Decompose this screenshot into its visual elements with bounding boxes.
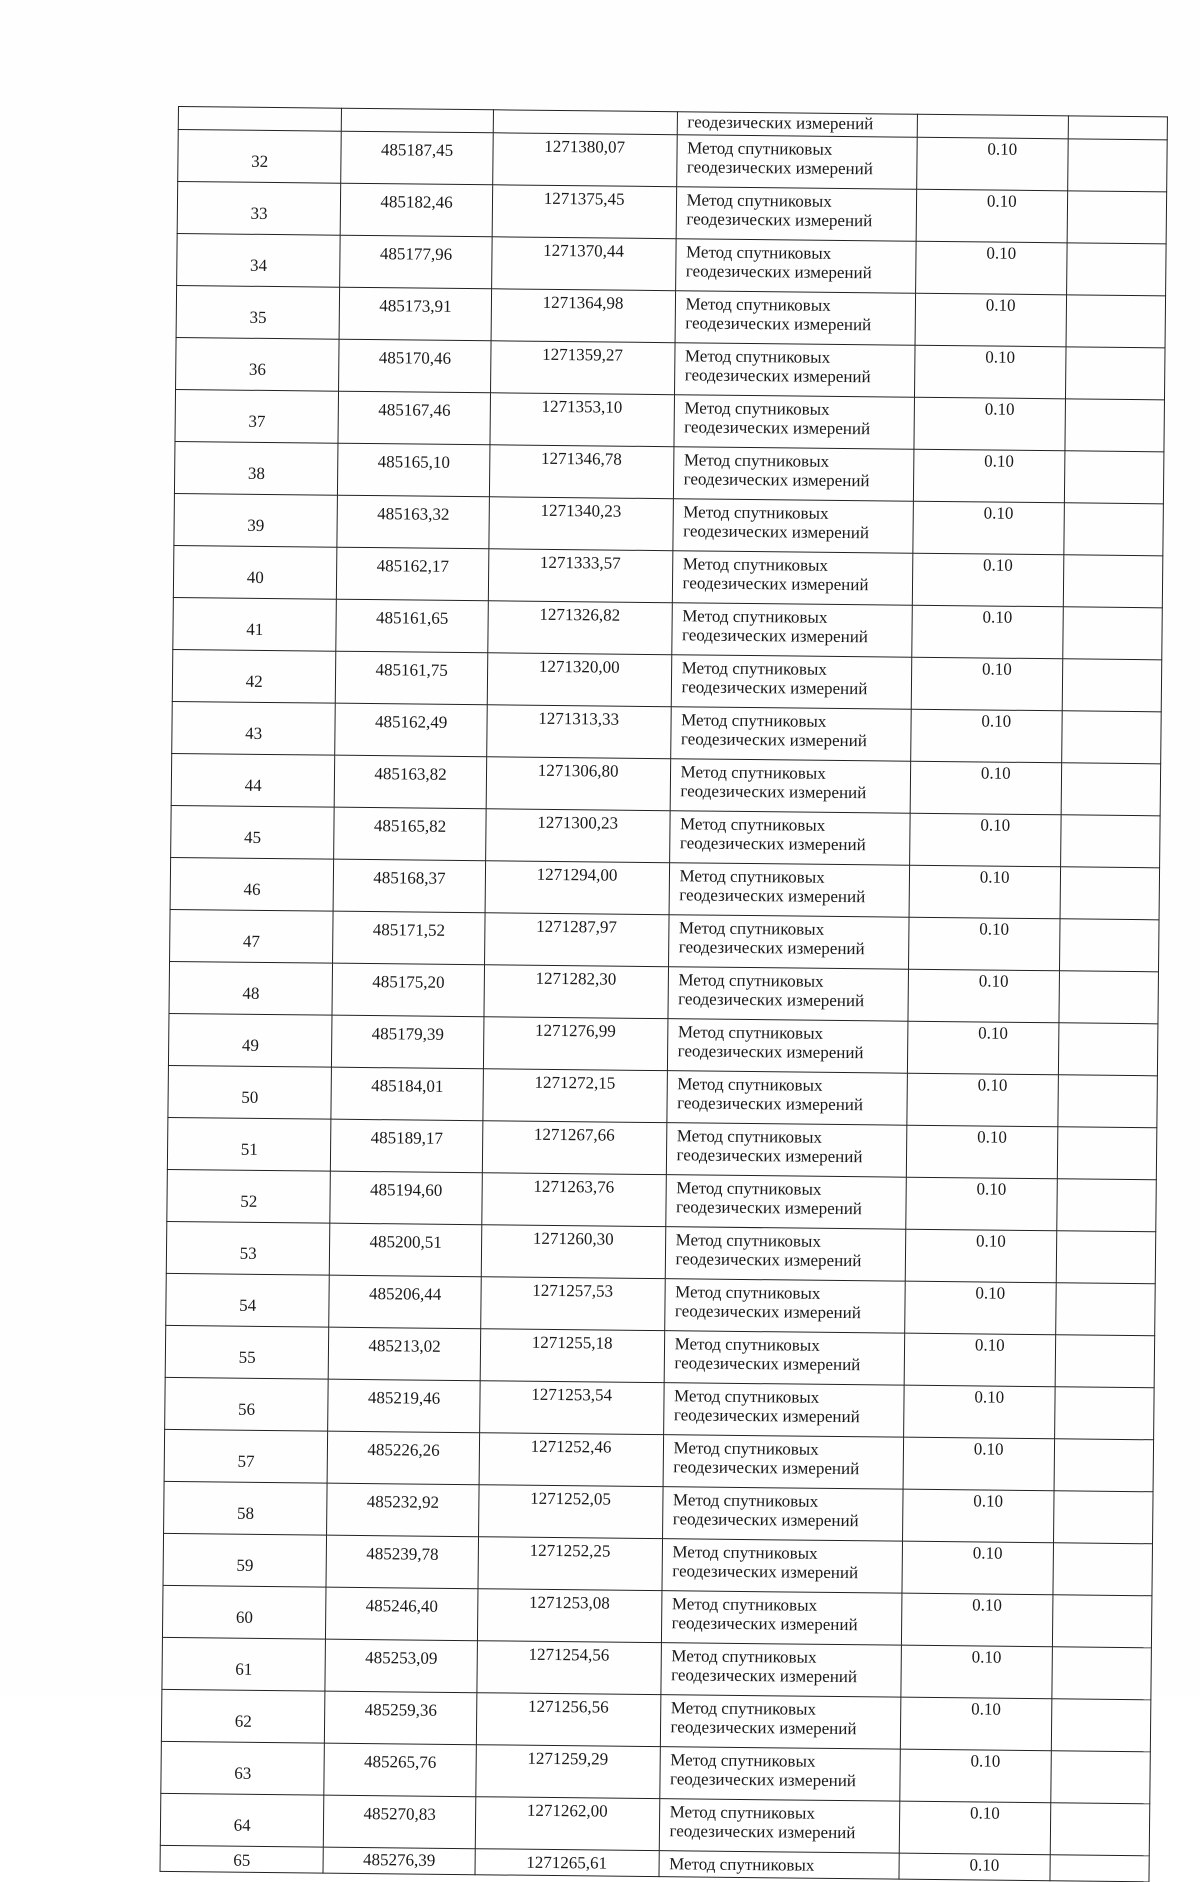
y-coordinate-cell: 1271340,23 xyxy=(489,497,673,551)
accuracy-cell: 0.10 xyxy=(901,1645,1053,1699)
y-coordinate-cell: 1271364,98 xyxy=(491,289,675,343)
accuracy-cell: 0.10 xyxy=(902,1489,1054,1543)
method-line-1: Метод спутниковых xyxy=(684,346,831,367)
method-line-1: Метод спутниковых xyxy=(671,1646,817,1667)
extra-cell xyxy=(1065,347,1165,400)
x-coordinate-cell: 485163,32 xyxy=(337,495,489,549)
method-line-2: геодезических измерений xyxy=(673,1457,860,1479)
method-line-1: Метод спутниковых xyxy=(670,1698,817,1719)
point-number-cell xyxy=(178,107,342,132)
x-coordinate-cell: 485162,49 xyxy=(335,703,487,757)
extra-cell xyxy=(1063,607,1163,660)
y-coordinate-cell: 1271262,00 xyxy=(475,1797,659,1851)
accuracy-cell: 0.10 xyxy=(904,1333,1056,1387)
x-coordinate-cell: 485187,45 xyxy=(341,131,493,185)
method-cell xyxy=(673,447,914,502)
x-coordinate-cell: 485182,46 xyxy=(341,183,493,237)
method-line-2: геодезических измерений xyxy=(671,1665,858,1687)
y-coordinate-cell: 1271252,46 xyxy=(479,1433,663,1487)
method-line-1: Метод спутниковых xyxy=(685,242,832,263)
method-cell xyxy=(669,811,910,866)
y-coordinate-cell: 1271256,56 xyxy=(476,1693,660,1747)
x-coordinate-cell: 485177,96 xyxy=(340,235,492,289)
extra-cell xyxy=(1052,1595,1152,1648)
extra-cell xyxy=(1057,1179,1157,1232)
method-cell xyxy=(675,239,916,294)
extra-cell xyxy=(1056,1283,1156,1336)
accuracy-cell: 0.10 xyxy=(904,1281,1056,1335)
method-line-2: геодезических измерений xyxy=(674,1353,861,1375)
method-line-1: Метод спутниковых xyxy=(673,1386,820,1407)
method-cell xyxy=(677,112,917,138)
y-coordinate-cell: 1271294,00 xyxy=(485,861,669,915)
y-coordinate-cell: 1271267,66 xyxy=(482,1121,666,1175)
method-line-1: Метод спутниковых xyxy=(681,658,827,679)
accuracy-cell: 0.10 xyxy=(914,397,1066,451)
point-number-cell: 57 xyxy=(164,1429,328,1483)
accuracy-cell: 0.10 xyxy=(913,449,1065,503)
method-line-1: Метод спутниковых xyxy=(687,138,833,159)
method-cell xyxy=(667,1019,908,1074)
method-cell xyxy=(670,707,911,762)
extra-cell xyxy=(1062,711,1162,764)
x-coordinate-cell: 485161,75 xyxy=(336,651,488,705)
accuracy-cell: 0.10 xyxy=(911,657,1063,711)
method-cell xyxy=(664,1331,905,1386)
y-coordinate-cell: 1271346,78 xyxy=(489,445,673,499)
method-cell xyxy=(666,1071,907,1126)
extra-cell xyxy=(1055,1335,1155,1388)
x-coordinate-cell: 485165,82 xyxy=(334,807,486,861)
method-line-2: геодезических измерений xyxy=(674,1301,861,1323)
accuracy-cell: 0.10 xyxy=(909,865,1061,919)
method-line-1: Метод спутниковых xyxy=(674,1334,820,1355)
point-number-cell: 65 xyxy=(160,1845,324,1873)
y-coordinate-cell: 1271254,56 xyxy=(477,1641,661,1695)
x-coordinate-cell: 485253,09 xyxy=(325,1639,477,1693)
method-line-2: геодезических измерений xyxy=(673,1405,860,1427)
accuracy-cell: 0.10 xyxy=(915,241,1067,295)
accuracy-cell: 0.10 xyxy=(902,1541,1054,1595)
extra-cell xyxy=(1060,867,1160,920)
method-line-2: геодезических измерений xyxy=(679,885,866,907)
accuracy-cell: 0.10 xyxy=(906,1125,1058,1179)
method-line-2: геодезических измерений xyxy=(669,1769,857,1791)
point-number-cell: 46 xyxy=(170,857,334,911)
point-number-cell: 52 xyxy=(167,1169,331,1223)
x-coordinate-cell: 485168,37 xyxy=(334,859,486,913)
method-line-1: Метод спутниковых xyxy=(676,1126,823,1147)
method-cell xyxy=(662,1539,903,1594)
extra-cell xyxy=(1059,919,1159,972)
method-line-2: геодезических измерений xyxy=(680,729,867,751)
x-coordinate-cell: 485239,78 xyxy=(326,1535,478,1589)
point-number-cell: 38 xyxy=(174,441,338,495)
method-line-1: Метод спутниковых xyxy=(677,1074,823,1095)
point-number-cell: 36 xyxy=(176,337,340,391)
method-cell xyxy=(659,1799,900,1854)
method-cell xyxy=(672,499,913,554)
accuracy-cell: 0.10 xyxy=(907,1021,1059,1075)
method-line-2: геодезических измерений xyxy=(680,781,867,803)
method-line-1: Метод спутниковых xyxy=(669,1802,815,1823)
y-coordinate-cell: 1271276,99 xyxy=(483,1017,667,1071)
method-line-1: Метод спутниковых xyxy=(671,1594,818,1615)
method-line-1: Метод спутниковых xyxy=(685,294,831,315)
method-line-1: Метод спутниковых xyxy=(673,1438,819,1459)
method-line-1: Метод спутниковых xyxy=(672,1490,819,1511)
point-number-cell: 56 xyxy=(165,1377,329,1431)
y-coordinate-cell: 1271253,54 xyxy=(479,1381,663,1435)
method-cell xyxy=(663,1383,904,1438)
y-coordinate-cell: 1271260,30 xyxy=(481,1225,665,1279)
x-coordinate-cell: 485165,10 xyxy=(338,443,490,497)
method-line-2: геодезических измерений xyxy=(683,521,870,543)
accuracy-cell: 0.10 xyxy=(903,1437,1055,1491)
point-number-cell: 61 xyxy=(162,1637,326,1691)
method-line-1: Метод спутниковых xyxy=(677,1022,824,1043)
method-cell xyxy=(659,1747,900,1802)
extra-cell xyxy=(1061,763,1161,816)
point-number-cell: 51 xyxy=(167,1117,331,1171)
method-line-1: Метод спутниковых xyxy=(676,1178,822,1199)
point-number-cell: 62 xyxy=(161,1689,325,1743)
method-line-2: геодезических измерений xyxy=(684,365,871,387)
extra-cell xyxy=(1054,1387,1154,1440)
point-number-cell: 43 xyxy=(172,701,336,755)
y-coordinate-cell: 1271287,97 xyxy=(484,913,668,967)
extra-cell xyxy=(1050,1855,1149,1882)
method-cell xyxy=(668,967,909,1022)
extra-cell xyxy=(1053,1543,1153,1596)
method-cell xyxy=(676,135,917,190)
method-cell xyxy=(664,1279,905,1334)
method-line-1: Метод спутниковых xyxy=(682,606,828,627)
method-line-2: геодезических измерений xyxy=(687,112,874,134)
y-coordinate-cell: 1271380,07 xyxy=(492,133,676,187)
point-number-cell: 48 xyxy=(169,961,333,1015)
x-coordinate-cell: 485170,46 xyxy=(339,339,491,393)
accuracy-cell: 0.10 xyxy=(899,1853,1050,1881)
point-number-cell: 59 xyxy=(163,1533,327,1587)
method-cell xyxy=(675,291,916,346)
extra-cell xyxy=(1062,659,1162,712)
method-cell xyxy=(665,1175,906,1230)
x-coordinate-cell: 485213,02 xyxy=(329,1327,481,1381)
x-coordinate-cell: 485184,01 xyxy=(331,1067,483,1121)
method-line-1: Метод спутниковых xyxy=(683,450,830,471)
extra-cell xyxy=(1051,1751,1151,1804)
extra-cell xyxy=(1067,191,1167,244)
accuracy-cell: 0.10 xyxy=(912,553,1064,607)
point-number-cell: 50 xyxy=(168,1065,332,1119)
method-line-2: геодезических измерений xyxy=(685,261,872,283)
x-coordinate-cell: 485270,83 xyxy=(324,1795,476,1849)
method-cell xyxy=(665,1227,906,1282)
extra-cell xyxy=(1052,1647,1152,1700)
method-line-1: Метод спутниковых xyxy=(669,1854,815,1875)
extra-cell xyxy=(1066,295,1166,348)
point-number-cell: 45 xyxy=(171,805,335,859)
point-number-cell: 39 xyxy=(174,493,338,547)
method-cell xyxy=(666,1123,907,1178)
accuracy-cell: 0.10 xyxy=(913,501,1065,555)
method-line-1: Метод спутниковых xyxy=(680,762,826,783)
method-line-2: геодезических измерений xyxy=(672,1561,859,1583)
extra-cell xyxy=(1066,243,1166,296)
extra-cell xyxy=(1068,116,1167,140)
method-line-2: геодезических измерений xyxy=(677,1041,864,1063)
y-coordinate-cell: 1271326,82 xyxy=(487,601,671,655)
extra-cell xyxy=(1060,815,1160,868)
method-line-1: Метод спутниковых xyxy=(684,398,830,419)
y-coordinate-cell: 1271375,45 xyxy=(492,185,676,239)
point-number-cell: 41 xyxy=(173,597,337,651)
method-line-2: геодезических измерений xyxy=(685,313,872,335)
method-line-2: геодезических измерений xyxy=(686,157,873,179)
accuracy-cell: 0.10 xyxy=(911,605,1063,659)
accuracy-cell: 0.10 xyxy=(905,1229,1057,1283)
method-line-1: Метод спутниковых xyxy=(683,502,829,523)
y-coordinate-cell xyxy=(493,110,677,135)
method-cell xyxy=(663,1435,904,1490)
accuracy-cell: 0.10 xyxy=(900,1697,1052,1751)
x-coordinate-cell: 485265,76 xyxy=(324,1743,476,1797)
x-coordinate-cell: 485175,20 xyxy=(332,963,484,1017)
method-line-2: геодезических измерений xyxy=(672,1509,859,1531)
y-coordinate-cell: 1271320,00 xyxy=(487,653,671,707)
point-number-cell: 42 xyxy=(172,649,336,703)
extra-cell xyxy=(1058,1023,1158,1076)
method-cell xyxy=(674,343,915,398)
method-line-1: Метод спутниковых xyxy=(682,554,829,575)
extra-cell xyxy=(1053,1491,1153,1544)
point-number-cell: 60 xyxy=(162,1585,326,1639)
x-coordinate-cell: 485200,51 xyxy=(330,1223,482,1277)
y-coordinate-cell: 1271300,23 xyxy=(485,809,669,863)
x-coordinate-cell: 485163,82 xyxy=(335,755,487,809)
x-coordinate-cell: 485259,36 xyxy=(325,1691,477,1745)
coordinates-table-wrapper xyxy=(160,106,1168,1882)
point-number-cell: 58 xyxy=(164,1481,328,1535)
method-line-1: Метод спутниковых xyxy=(686,190,832,211)
accuracy-cell: 0.10 xyxy=(908,917,1060,971)
extra-cell xyxy=(1064,503,1164,556)
y-coordinate-cell: 1271263,76 xyxy=(481,1173,665,1227)
point-number-cell: 37 xyxy=(175,389,339,443)
method-line-1: Метод спутниковых xyxy=(678,918,825,939)
point-number-cell: 49 xyxy=(168,1013,332,1067)
extra-cell xyxy=(1056,1231,1156,1284)
method-line-1: Метод спутниковых xyxy=(678,970,824,991)
x-coordinate-cell: 485232,92 xyxy=(327,1483,479,1537)
method-line-2: геодезических измерений xyxy=(670,1717,857,1739)
method-line-2: геодезических измерений xyxy=(675,1249,862,1271)
point-number-cell: 40 xyxy=(173,545,337,599)
method-cell xyxy=(660,1643,901,1698)
extra-cell xyxy=(1065,399,1165,452)
y-coordinate-cell: 1271272,15 xyxy=(483,1069,667,1123)
y-coordinate-cell: 1271313,33 xyxy=(486,705,670,759)
point-number-cell: 55 xyxy=(165,1325,329,1379)
method-cell xyxy=(671,655,912,710)
accuracy-cell: 0.10 xyxy=(907,1073,1059,1127)
method-cell xyxy=(670,759,911,814)
point-number-cell: 32 xyxy=(178,130,342,184)
method-line-2: геодезических измерений xyxy=(681,677,868,699)
method-line-2: геодезических измерений xyxy=(682,573,869,595)
method-cell xyxy=(660,1695,901,1750)
point-number-cell: 64 xyxy=(160,1793,324,1847)
method-cell xyxy=(674,395,915,450)
x-coordinate-cell: 485206,44 xyxy=(329,1275,481,1329)
method-line-2: геодезических измерений xyxy=(669,1821,856,1843)
y-coordinate-cell: 1271370,44 xyxy=(491,237,675,291)
y-coordinate-cell: 1271306,80 xyxy=(486,757,670,811)
accuracy-cell: 0.10 xyxy=(901,1593,1053,1647)
x-coordinate-cell: 485226,26 xyxy=(328,1431,480,1485)
extra-cell xyxy=(1068,139,1168,192)
extra-cell xyxy=(1054,1439,1154,1492)
x-coordinate-cell: 485246,40 xyxy=(326,1587,478,1641)
point-number-cell: 33 xyxy=(177,182,341,236)
method-line-1: Метод спутниковых xyxy=(679,814,826,835)
x-coordinate-cell: 485171,52 xyxy=(333,911,485,965)
x-coordinate-cell: 485173,91 xyxy=(340,287,492,341)
accuracy-cell: 0.10 xyxy=(914,345,1066,399)
extra-cell xyxy=(1063,555,1163,608)
y-coordinate-cell: 1271265,61 xyxy=(475,1849,659,1877)
y-coordinate-cell: 1271353,10 xyxy=(490,393,674,447)
method-line-1: Метод спутниковых xyxy=(675,1282,821,1303)
method-line-2: геодезических измерений xyxy=(686,209,873,231)
x-coordinate-cell xyxy=(342,108,493,133)
method-line-1: Метод спутниковых xyxy=(675,1230,821,1251)
method-line-1: Метод спутниковых xyxy=(681,710,827,731)
y-coordinate-cell: 1271359,27 xyxy=(490,341,674,395)
method-line-2: геодезических измерений xyxy=(678,937,865,959)
method-cell xyxy=(661,1591,902,1646)
y-coordinate-cell: 1271253,08 xyxy=(477,1589,661,1643)
method-line-2: геодезических измерений xyxy=(676,1145,863,1167)
accuracy-cell: 0.10 xyxy=(899,1749,1051,1803)
method-line-2: геодезических измерений xyxy=(681,625,869,647)
y-coordinate-cell: 1271252,25 xyxy=(478,1537,662,1591)
x-coordinate-cell: 485189,17 xyxy=(331,1119,483,1173)
method-cell xyxy=(662,1487,903,1542)
accuracy-cell: 0.10 xyxy=(903,1385,1055,1439)
accuracy-cell: 0.10 xyxy=(899,1801,1051,1855)
point-number-cell: 34 xyxy=(177,233,341,287)
accuracy-cell: 0.10 xyxy=(908,969,1060,1023)
method-line-2: геодезических измерений xyxy=(679,833,866,855)
extra-cell xyxy=(1051,1699,1151,1752)
extra-cell xyxy=(1059,971,1159,1024)
extra-cell xyxy=(1058,1075,1158,1128)
accuracy-cell xyxy=(917,114,1068,139)
y-coordinate-cell: 1271333,57 xyxy=(488,549,672,603)
point-number-cell: 63 xyxy=(161,1741,325,1795)
coordinates-table-body xyxy=(160,107,1167,1882)
accuracy-cell: 0.10 xyxy=(915,293,1067,347)
point-number-cell: 54 xyxy=(166,1273,330,1327)
accuracy-cell: 0.10 xyxy=(910,761,1062,815)
x-coordinate-cell: 485161,65 xyxy=(336,599,488,653)
y-coordinate-cell: 1271252,05 xyxy=(478,1485,662,1539)
accuracy-cell: 0.10 xyxy=(905,1177,1057,1231)
x-coordinate-cell: 485276,39 xyxy=(323,1847,474,1875)
method-cell xyxy=(659,1851,899,1880)
extra-cell xyxy=(1057,1127,1157,1180)
method-cell xyxy=(676,187,917,242)
y-coordinate-cell: 1271257,53 xyxy=(480,1277,664,1331)
method-line-2: геодезических измерений xyxy=(677,1093,864,1115)
method-line-2: геодезических измерений xyxy=(671,1613,858,1635)
y-coordinate-cell: 1271255,18 xyxy=(480,1329,664,1383)
method-cell xyxy=(669,863,910,918)
x-coordinate-cell: 485162,17 xyxy=(337,547,489,601)
method-line-1: Метод спутниковых xyxy=(670,1750,816,1771)
x-coordinate-cell: 485179,39 xyxy=(332,1015,484,1069)
extra-cell xyxy=(1050,1803,1150,1856)
point-number-cell: 53 xyxy=(166,1221,330,1275)
accuracy-cell: 0.10 xyxy=(916,137,1068,191)
method-line-1: Метод спутниковых xyxy=(672,1542,818,1563)
accuracy-cell: 0.10 xyxy=(909,813,1061,867)
method-line-2: геодезических измерений xyxy=(684,417,871,439)
y-coordinate-cell: 1271259,29 xyxy=(475,1745,659,1799)
method-cell xyxy=(672,551,913,606)
method-line-2: геодезических измерений xyxy=(675,1197,863,1219)
coordinates-table xyxy=(160,106,1168,1882)
method-cell xyxy=(671,603,912,658)
point-number-cell: 47 xyxy=(170,909,334,963)
point-number-cell: 44 xyxy=(171,753,335,807)
method-line-2: геодезических измерений xyxy=(683,469,870,491)
method-line-1: Метод спутниковых xyxy=(679,866,825,887)
method-line-2: геодезических измерений xyxy=(678,989,865,1011)
method-cell xyxy=(668,915,909,970)
accuracy-cell: 0.10 xyxy=(916,189,1068,243)
x-coordinate-cell: 485167,46 xyxy=(338,391,490,445)
point-number-cell: 35 xyxy=(176,285,340,339)
y-coordinate-cell: 1271282,30 xyxy=(484,965,668,1019)
accuracy-cell: 0.10 xyxy=(910,709,1062,763)
x-coordinate-cell: 485194,60 xyxy=(330,1171,482,1225)
x-coordinate-cell: 485219,46 xyxy=(328,1379,480,1433)
extra-cell xyxy=(1064,451,1164,504)
